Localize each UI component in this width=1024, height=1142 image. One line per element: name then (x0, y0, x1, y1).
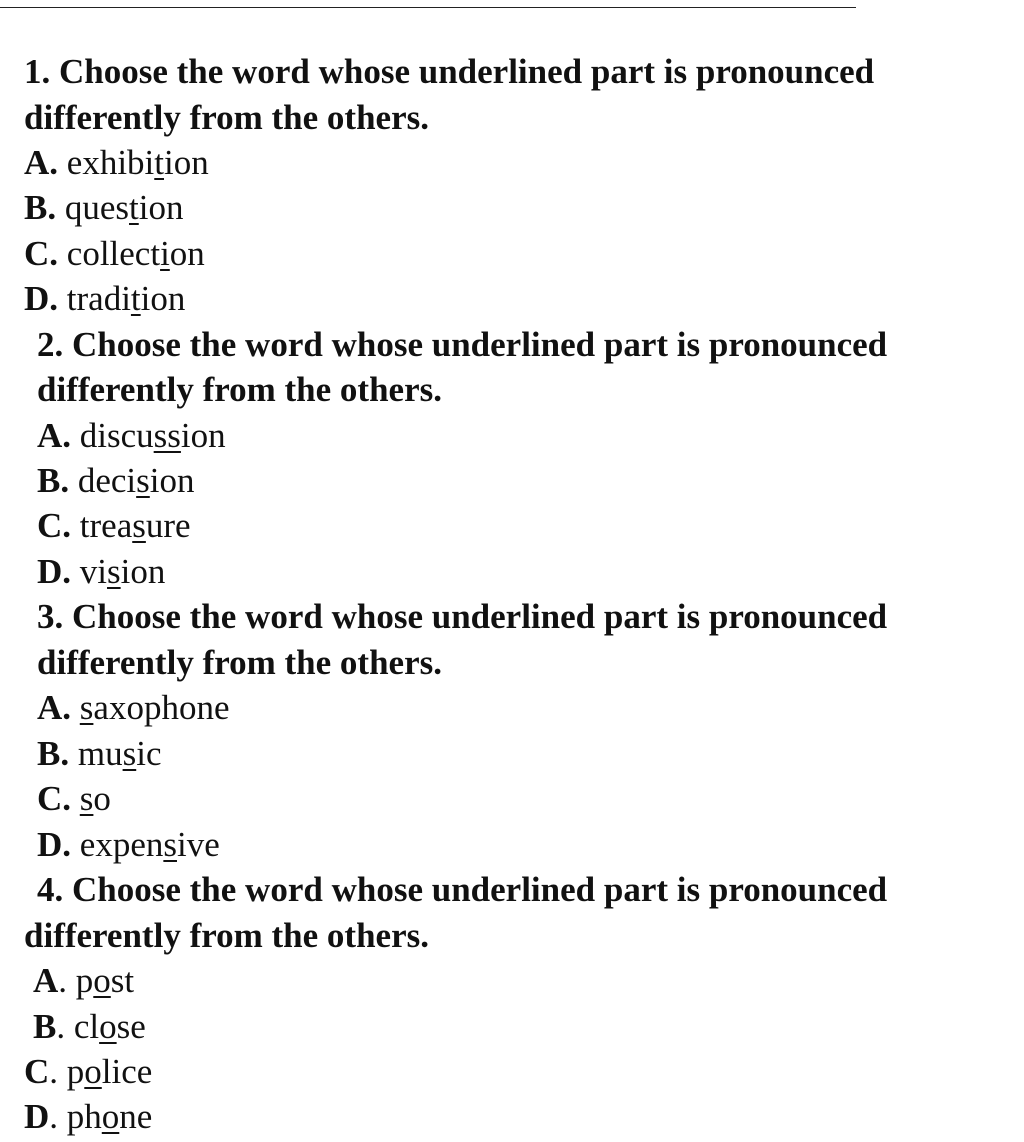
question-1-option-b[interactable] (24, 187, 183, 229)
question-3-prompt: Choose the word whose underlined part is pronounced (72, 597, 888, 636)
word-post: ion (120, 552, 166, 591)
option-sep: . (62, 688, 72, 727)
question-2-line1 (37, 324, 887, 366)
option-sep: . (49, 279, 59, 318)
question-2-option-b[interactable] (37, 460, 195, 502)
question-3-option-b[interactable] (37, 733, 161, 775)
underlined-part: i (160, 234, 170, 273)
question-4-option-b[interactable] (33, 1006, 146, 1048)
word-post: ure (145, 506, 191, 545)
option-sep: . (49, 143, 59, 182)
question-2-line2: differently from the others. (37, 370, 442, 409)
question-2-option-d[interactable] (37, 551, 165, 593)
question-1-line1 (24, 51, 874, 93)
word-pre: collect (66, 234, 161, 273)
option-sep: . (60, 461, 70, 500)
word-post: ive (176, 825, 220, 864)
question-3-option-a[interactable] (37, 687, 229, 729)
underlined-part: o (99, 1007, 117, 1046)
underlined-part: ss (153, 416, 181, 455)
question-2-prompt: Choose the word whose underlined part is pronounced (72, 325, 888, 364)
option-letter: D (24, 1097, 50, 1136)
option-letter: B (24, 188, 48, 227)
underlined-part: t (129, 188, 139, 227)
underlined-part: s (107, 552, 121, 591)
option-sep: . (62, 825, 72, 864)
underlined-part: s (132, 506, 146, 545)
question-1-option-d[interactable] (24, 278, 185, 320)
word-pre: vi (79, 552, 108, 591)
question-3-line2: differently from the others. (37, 643, 442, 682)
word-pre: expen (79, 825, 164, 864)
option-letter: D (24, 279, 50, 318)
word-post: ion (149, 461, 195, 500)
word-pre: exhibi (66, 143, 155, 182)
question-4-option-c[interactable] (24, 1051, 152, 1093)
word-pre: discu (79, 416, 154, 455)
option-letter: C (37, 506, 63, 545)
option-letter: C (37, 779, 63, 818)
option-letter: B (37, 461, 61, 500)
option-letter: A (24, 143, 50, 182)
option-sep: . (60, 734, 70, 773)
underlined-part: t (154, 143, 164, 182)
option-letter: D (37, 825, 63, 864)
question-3-option-c[interactable] (37, 778, 111, 820)
word-pre: trea (79, 506, 133, 545)
option-letter: C (24, 234, 50, 273)
underlined-part: s (122, 734, 137, 773)
question-4-prompt: Choose the word whose underlined part is pronounced (72, 870, 888, 909)
question-3-sep: . (54, 597, 64, 636)
option-letter: C (24, 1052, 50, 1091)
question-1-option-a[interactable] (24, 142, 209, 184)
word-pre: p (66, 1052, 85, 1091)
question-1-line2: differently from the others. (24, 98, 429, 137)
word-post: lice (101, 1052, 153, 1091)
word-pre: ques (64, 188, 130, 227)
underlined-part: o (93, 961, 111, 1000)
word-post: st (110, 961, 135, 1000)
question-1-number: 1 (24, 52, 42, 91)
word-post: ion (164, 143, 209, 182)
word-post: ne (119, 1097, 153, 1136)
option-sep: . (62, 416, 72, 455)
underlined-part: o (101, 1097, 120, 1136)
question-4-line2: differently from the others. (24, 916, 429, 955)
word-pre: ph (66, 1097, 102, 1136)
underlined-part: s (136, 461, 150, 500)
question-4-number: 4 (37, 870, 55, 909)
top-rule (0, 7, 856, 8)
option-sep: . (49, 234, 59, 273)
underlined-part: s (79, 688, 94, 727)
option-letter: A (37, 416, 63, 455)
question-1-sep: . (41, 52, 51, 91)
option-letter: D (37, 552, 63, 591)
question-2-option-a[interactable] (37, 415, 226, 457)
word-post: ion (180, 416, 226, 455)
question-4-option-a[interactable] (33, 960, 134, 1002)
option-sep: . (47, 188, 57, 227)
option-sep: . (62, 506, 72, 545)
question-4-option-d[interactable] (24, 1096, 152, 1138)
underlined-part: s (163, 825, 177, 864)
option-sep: . (62, 552, 72, 591)
question-3-number: 3 (37, 597, 55, 636)
option-sep: . (58, 961, 68, 1000)
word-post: se (116, 1007, 146, 1046)
option-letter: B (33, 1007, 57, 1046)
word-pre: cl (73, 1007, 100, 1046)
word-post: o (93, 779, 111, 818)
option-sep: . (49, 1052, 59, 1091)
option-sep: . (62, 779, 72, 818)
question-3-option-d[interactable] (37, 824, 220, 866)
option-letter: A (37, 688, 63, 727)
underlined-part: o (84, 1052, 102, 1091)
word-post: ion (138, 188, 184, 227)
question-1-option-c[interactable] (24, 233, 205, 275)
option-letter: A (33, 961, 59, 1000)
word-pre: tradi (66, 279, 131, 318)
word-pre: mu (77, 734, 123, 773)
underlined-part: t (130, 279, 141, 318)
question-2-option-c[interactable] (37, 505, 191, 547)
question-4-line1 (37, 869, 887, 911)
question-2-sep: . (54, 325, 64, 364)
word-post: ic (136, 734, 162, 773)
word-pre: p (75, 961, 94, 1000)
question-3-line1 (37, 596, 887, 638)
word-post: ion (140, 279, 186, 318)
option-sep: . (49, 1097, 59, 1136)
word-post: on (169, 234, 205, 273)
option-sep: . (56, 1007, 66, 1046)
question-4-sep: . (54, 870, 64, 909)
question-2-number: 2 (37, 325, 55, 364)
word-post: axophone (93, 688, 230, 727)
question-1-prompt: Choose the word whose underlined part is pronounced (59, 52, 875, 91)
option-letter: B (37, 734, 61, 773)
underlined-part: s (79, 779, 94, 818)
word-pre: deci (77, 461, 137, 500)
